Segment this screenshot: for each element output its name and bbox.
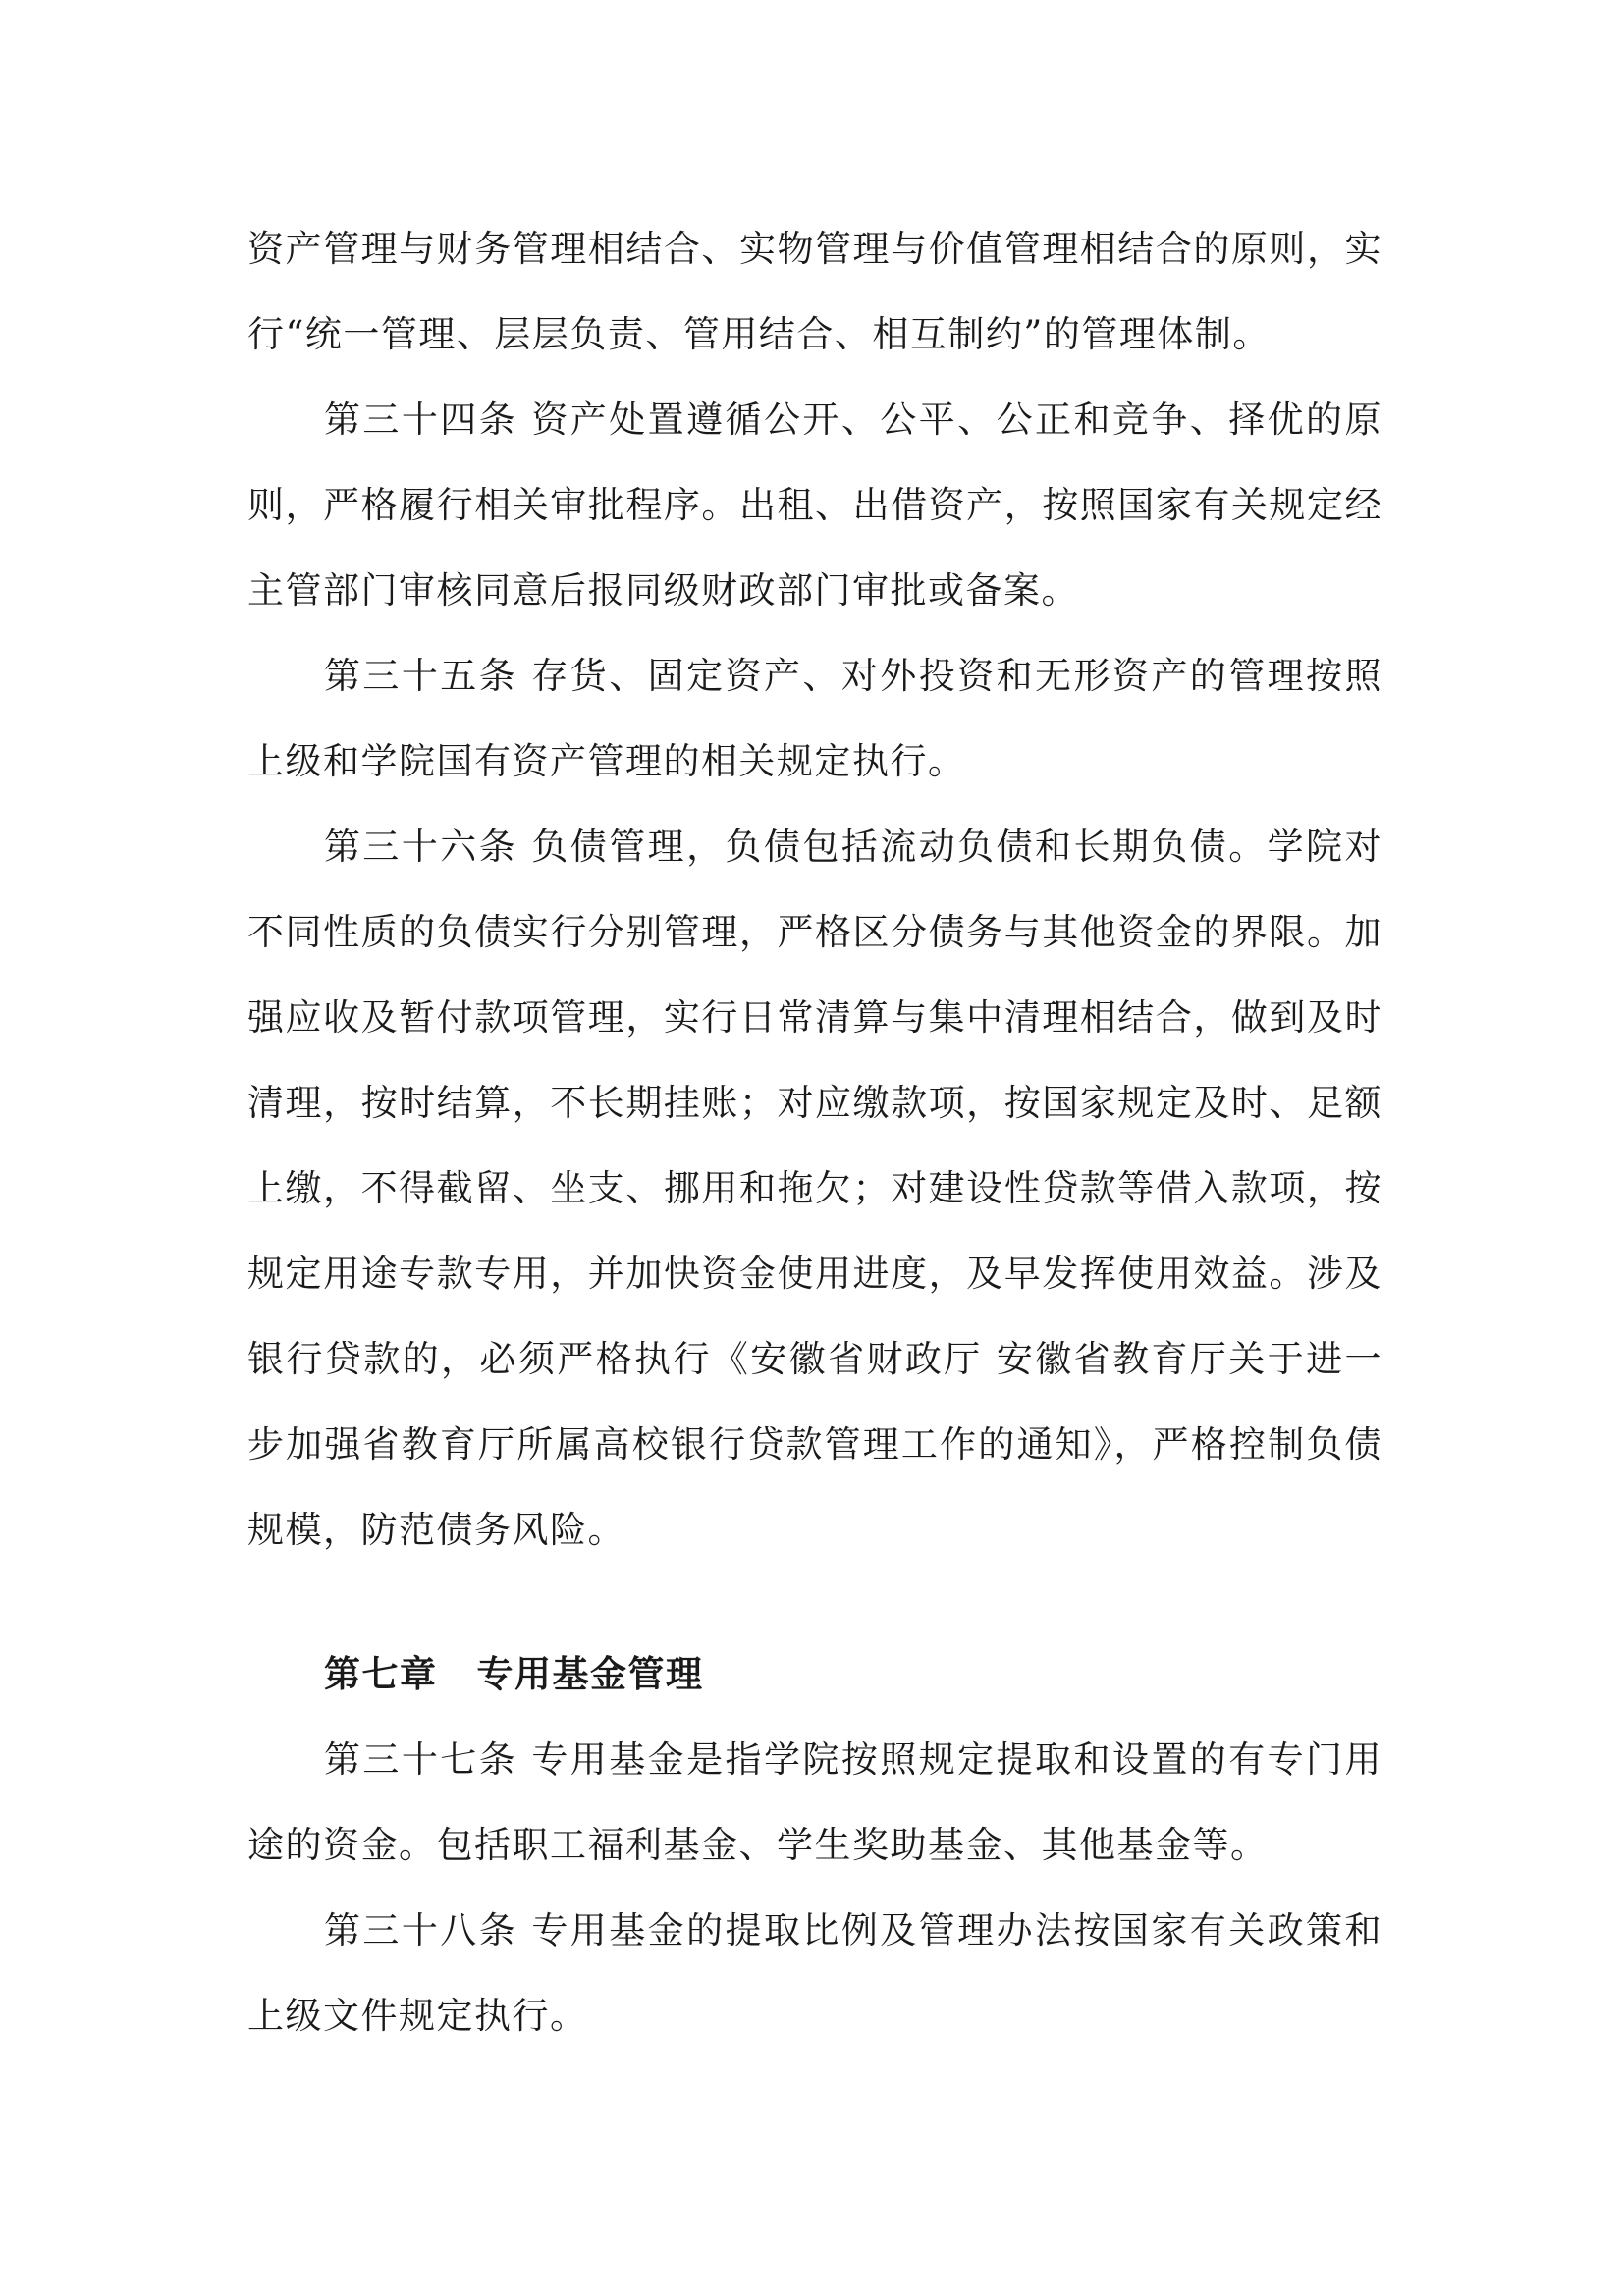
article-35: 第三十五条 存货、固定资产、对外投资和无形资产的管理按照上级和学院国有资产管理的相关规定执行。 (247, 655, 1382, 782)
chapter-number: 第七章 (324, 1653, 438, 1695)
article-38: 第三十八条 专用基金的提取比例及管理办法按国家有关政策和上级文件规定执行。 (247, 1909, 1382, 2037)
chapter-heading (247, 1631, 1382, 1717)
paragraph-continuation: 资产管理与财务管理相结合、实物管理与价值管理相结合的原则，实行“统一管理、层层负责、管用结合、相互制约”的管理体制。 (247, 228, 1382, 355)
article-37: 第三十七条 专用基金是指学院按照规定提取和设置的有专门用途的资金。包括职工福利基金、学生奖助基金、其他基金等。 (247, 1738, 1382, 1866)
article-36: 第三十六条 负债管理，负债包括流动负债和长期负债。学院对不同性质的负债实行分别管理，严格区分债务与其他资金的界限。加强应收及暂付款项管理，实行日常清算与集中清理相结合，做到及时清理，按时结算，不长期挂账；对应缴款项，按国家规定及时、足额上缴，不得截留、坐支、挪用和拖欠；对建设性贷款等借入款项，按规定用途专款专用，并加快资金使用进度，及早发挥使用效益。涉及银行贷款的，必须严格执行《安徽省财政厅 安徽省教育厅关于进一步加强省教育厅所属高校银行贷款管理工作的通知》，严格控制负债规模，防范债务风险。 (247, 826, 1382, 1551)
article-34: 第三十四条 资产处置遵循公开、公平、公正和竞争、择优的原则，严格履行相关审批程序。出租、出借资产，按照国家有关规定经主管部门审核同意后报同级财政部门审批或备案。 (247, 399, 1382, 612)
document-body (247, 206, 1382, 2058)
chapter-title: 专用基金管理 (476, 1653, 704, 1695)
